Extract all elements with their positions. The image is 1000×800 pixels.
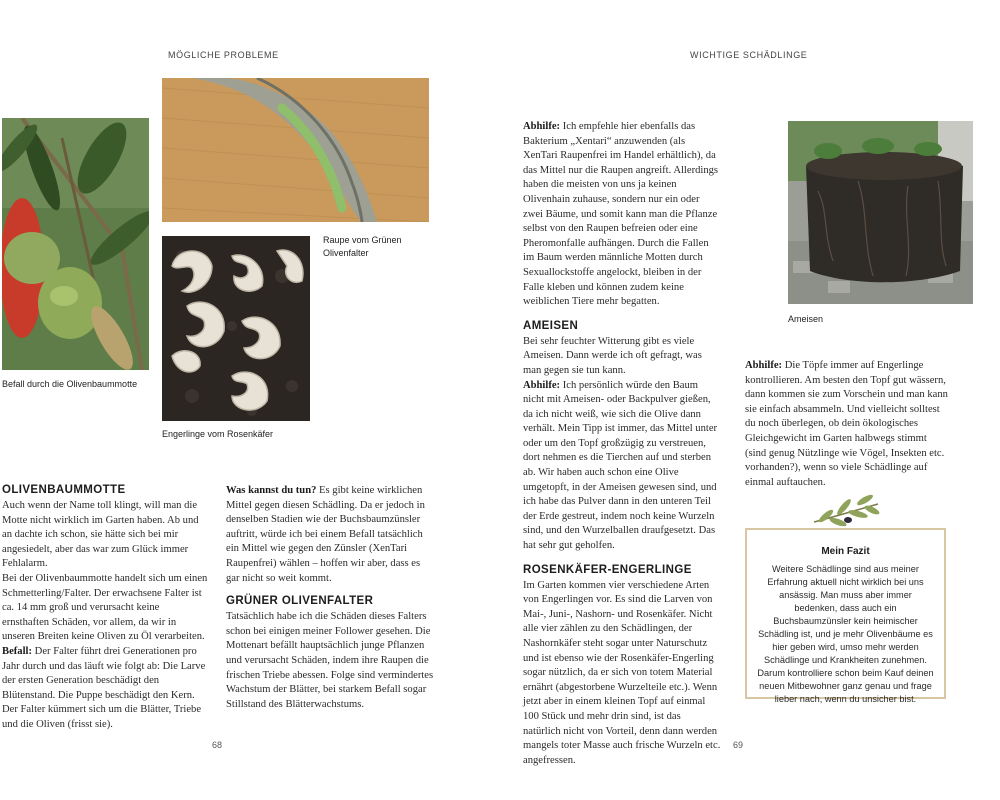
olivenbaummotte-heading: OLIVENBAUMMOTTE bbox=[2, 484, 126, 496]
abhilfe-label-2: Abhilfe: bbox=[523, 379, 561, 391]
fazit-box bbox=[745, 528, 946, 704]
was-kannst-du-tun-text: Es gibt keine wirklichen Mittel gegen diesen Schädling. Da er jedoch in denselben Stadien wie der Buchsbaumzünsler auftritt, würde ich bei einem Befall tatsächlich ein Mittel wie gegen den Zünsler (XenTari Raupenfrei) wählen – hoffen wir aber, dass es gar nicht so weit kommt. bbox=[226, 485, 425, 584]
abhilfe-text-1: Ich empfehle hier ebenfalls das Bakterium „Xentari“ anzuwenden (als XenTari Raupenfrei im Handel erhältlich), da das Mittel nur die Raupen angreift. Allerdings haben die meisten von uns ja keinen Olivenhain zuhause, sondern nur ein oder zwei Bäume, und somit kann man die Pflanze selbst von den Raupen befreien oder eine Pheromonfalle aufhängen. Durch die Fallen im Baum werden männliche Motten durch Sexuallockstoffe angelockt, bleiben in der Falle kleben und können zudem keine weiblichen Tiere mehr begatten. bbox=[523, 121, 719, 308]
abhilfe-label-3: Abhilfe: bbox=[745, 360, 783, 371]
rosenkaefer-heading: ROSENKÄFER-ENGERLINGE bbox=[523, 563, 692, 576]
abhilfe-engerlinge-section bbox=[745, 359, 950, 490]
rosenkaefer-text: Im Garten kommen vier verschiedene Arten von Engerlingen vor. Es sind die Larven von Mai-, Juni-, Nashorn- und Rosenkäfer. Nicht alle vier zählen zu den Schädlingen, der Nashornkäfer steht sogar unter Naturschutz und ist ebenso wie der Rosenkäfer-Engerling sogar nützlich, da er sich von totem Material ernährt (abgestorbene Wurzelteile etc.). Wenn jetzt aber in einem kleinen Topf auf einmal 100 Stück und mehr drin sind, ist das natürlich nicht von Vorteil, denn dann werden mangels toter Masse auch frische Wurzeln etc. angefressen. bbox=[523, 579, 721, 766]
olivenbaummotte-paragraph-1: Auch wenn der Name toll klingt, will man die Motte nicht wirklich im Garten haben. Ab und an dachte ich schon, sie hätte sich bei mir angesiedelt, aber das war zum Glück immer Fehlalarm. bbox=[2, 500, 199, 570]
caption-caterpillar: Raupe vom Grünen Olivenfalter bbox=[323, 235, 402, 258]
running-head-left: MÖGLICHE PROBLEME bbox=[168, 50, 279, 60]
right-page-left-column bbox=[523, 120, 721, 768]
running-head-right: WICHTIGE SCHÄDLINGE bbox=[690, 50, 808, 60]
befall-label: Befall: bbox=[2, 645, 33, 657]
gruener-olivenfalter-heading: GRÜNER OLIVENFALTER bbox=[226, 595, 374, 608]
grubs-photo bbox=[162, 236, 310, 421]
caption-olive-moth: Befall durch die Olivenbaummotte bbox=[2, 379, 138, 389]
fazit-title: Mein Fazit bbox=[821, 546, 870, 557]
abhilfe-text-3: Die Töpfe immer auf Engerlinge kontrollieren. Am besten den Topf gut wässern, dann kommen sie zum Vorschein und man kann sie einfach absammeln. Und vielleicht solltest du noch überlegen, ob dein ökologisches Gleichgewicht im Garten halbwegs stimmt (sind genug Nützlinge wie Vögel, Insekten etc. vorhanden?), wenn so viele Schädlinge auf einmal auftauchen. bbox=[745, 360, 948, 488]
was-kannst-du-tun-paragraph bbox=[226, 484, 434, 586]
olivenbaummotte-paragraph-2: Bei der Olivenbaummotte handelt sich um einen Schmetterling/Falter. Der erwachsene Falter ist ca. 14 mm groß und verursacht keine ernsthaften Schäden, vor allem, da wir in unseren Breiten keine Oliven zu Öl verarbeiten. bbox=[2, 572, 208, 643]
root-ball-photo bbox=[788, 121, 973, 304]
caption-ants: Ameisen bbox=[788, 314, 824, 324]
olivenbaummotte-section bbox=[2, 484, 208, 733]
page-number-left: 68 bbox=[212, 740, 223, 750]
fazit-text: Weitere Schädlinge sind aus meiner Erfahrung aktuell nicht wirklich bei uns ansässig. Man muss aber immer bedenken, dass auch ein Buchsbaumzünsler kein heimischer Schädling ist, und je mehr Olivenbäume es hier geben wird, umso mehr werden Schädlinge und Krankheiten zunehmen. Darum kontrolliere schon beim Kauf deinen neuen Mitbewohner ganz genau und frage lieber nach, wenn du unsicher bist. bbox=[757, 564, 934, 704]
abhilfe-ameisen-paragraph bbox=[523, 379, 721, 554]
olive-moth-photo bbox=[2, 118, 149, 370]
befall-text: Der Falter führt drei Generationen pro Jahr durch und das läuft wie folgt ab: Die Larve der ersten Generation beschädigt den Blütenstand. Die Puppe beschädigt den Kern. Der Falter kümmert sich um die Blätter, Triebe und die Oliven (frisst sie). bbox=[2, 645, 206, 730]
page-number-right: 69 bbox=[733, 740, 744, 750]
abhilfe-label-1: Abhilfe: bbox=[523, 121, 561, 132]
was-kannst-du-tun-label: Was kannst du tun? bbox=[226, 485, 317, 496]
olive-branch-icon bbox=[810, 492, 882, 532]
caption-grubs: Engerlinge vom Rosenkäfer bbox=[162, 429, 274, 439]
abhilfe-xentari-paragraph bbox=[523, 120, 721, 310]
abhilfe-engerlinge-paragraph bbox=[745, 359, 950, 490]
left-page-right-column bbox=[226, 484, 434, 712]
befall-paragraph bbox=[2, 645, 208, 733]
ameisen-heading: AMEISEN bbox=[523, 319, 579, 332]
caterpillar-photo bbox=[162, 78, 429, 222]
abhilfe-text-2: Ich persönlich würde den Baum nicht mit Ameisen- oder Backpulver gießen, da ich nicht weiß, wie sich die Olive dann verhält. Mein Tipp ist immer, das Mittel unter oder um den Topf großzügig zu verstreuen, dort nehmen es die Tierchen auf und sterben ab. Wir haben auch schon eine Olive umgetopft, in der Ameisen gewesen sind, und ich habe das Pulver dann in den unteren Teil der Erde gestreut, indem noch keine Wurzeln sind, und den Wurzelballen draufgesetzt. Das hat sehr gut geholfen. bbox=[523, 379, 718, 552]
ameisen-paragraph: Bei sehr feuchter Witterung gibt es viele Ameisen. Dann werde ich oft gefragt, was man gegen sie tun kann. bbox=[523, 335, 702, 376]
gruener-olivenfalter-text: Tatsächlich habe ich die Schäden dieses Falters schon bei einigen meiner Follower gesehen. Die Mottenart befällt hauptsächlich junge Pflanzen und verursacht Schäden, indem ihre Raupen die frischen Triebe abessen. Folge sind vermindertes Wachstum der Blätter, bei starkem Befall sogar Stillstand des Blätterwachstums. bbox=[226, 611, 434, 710]
